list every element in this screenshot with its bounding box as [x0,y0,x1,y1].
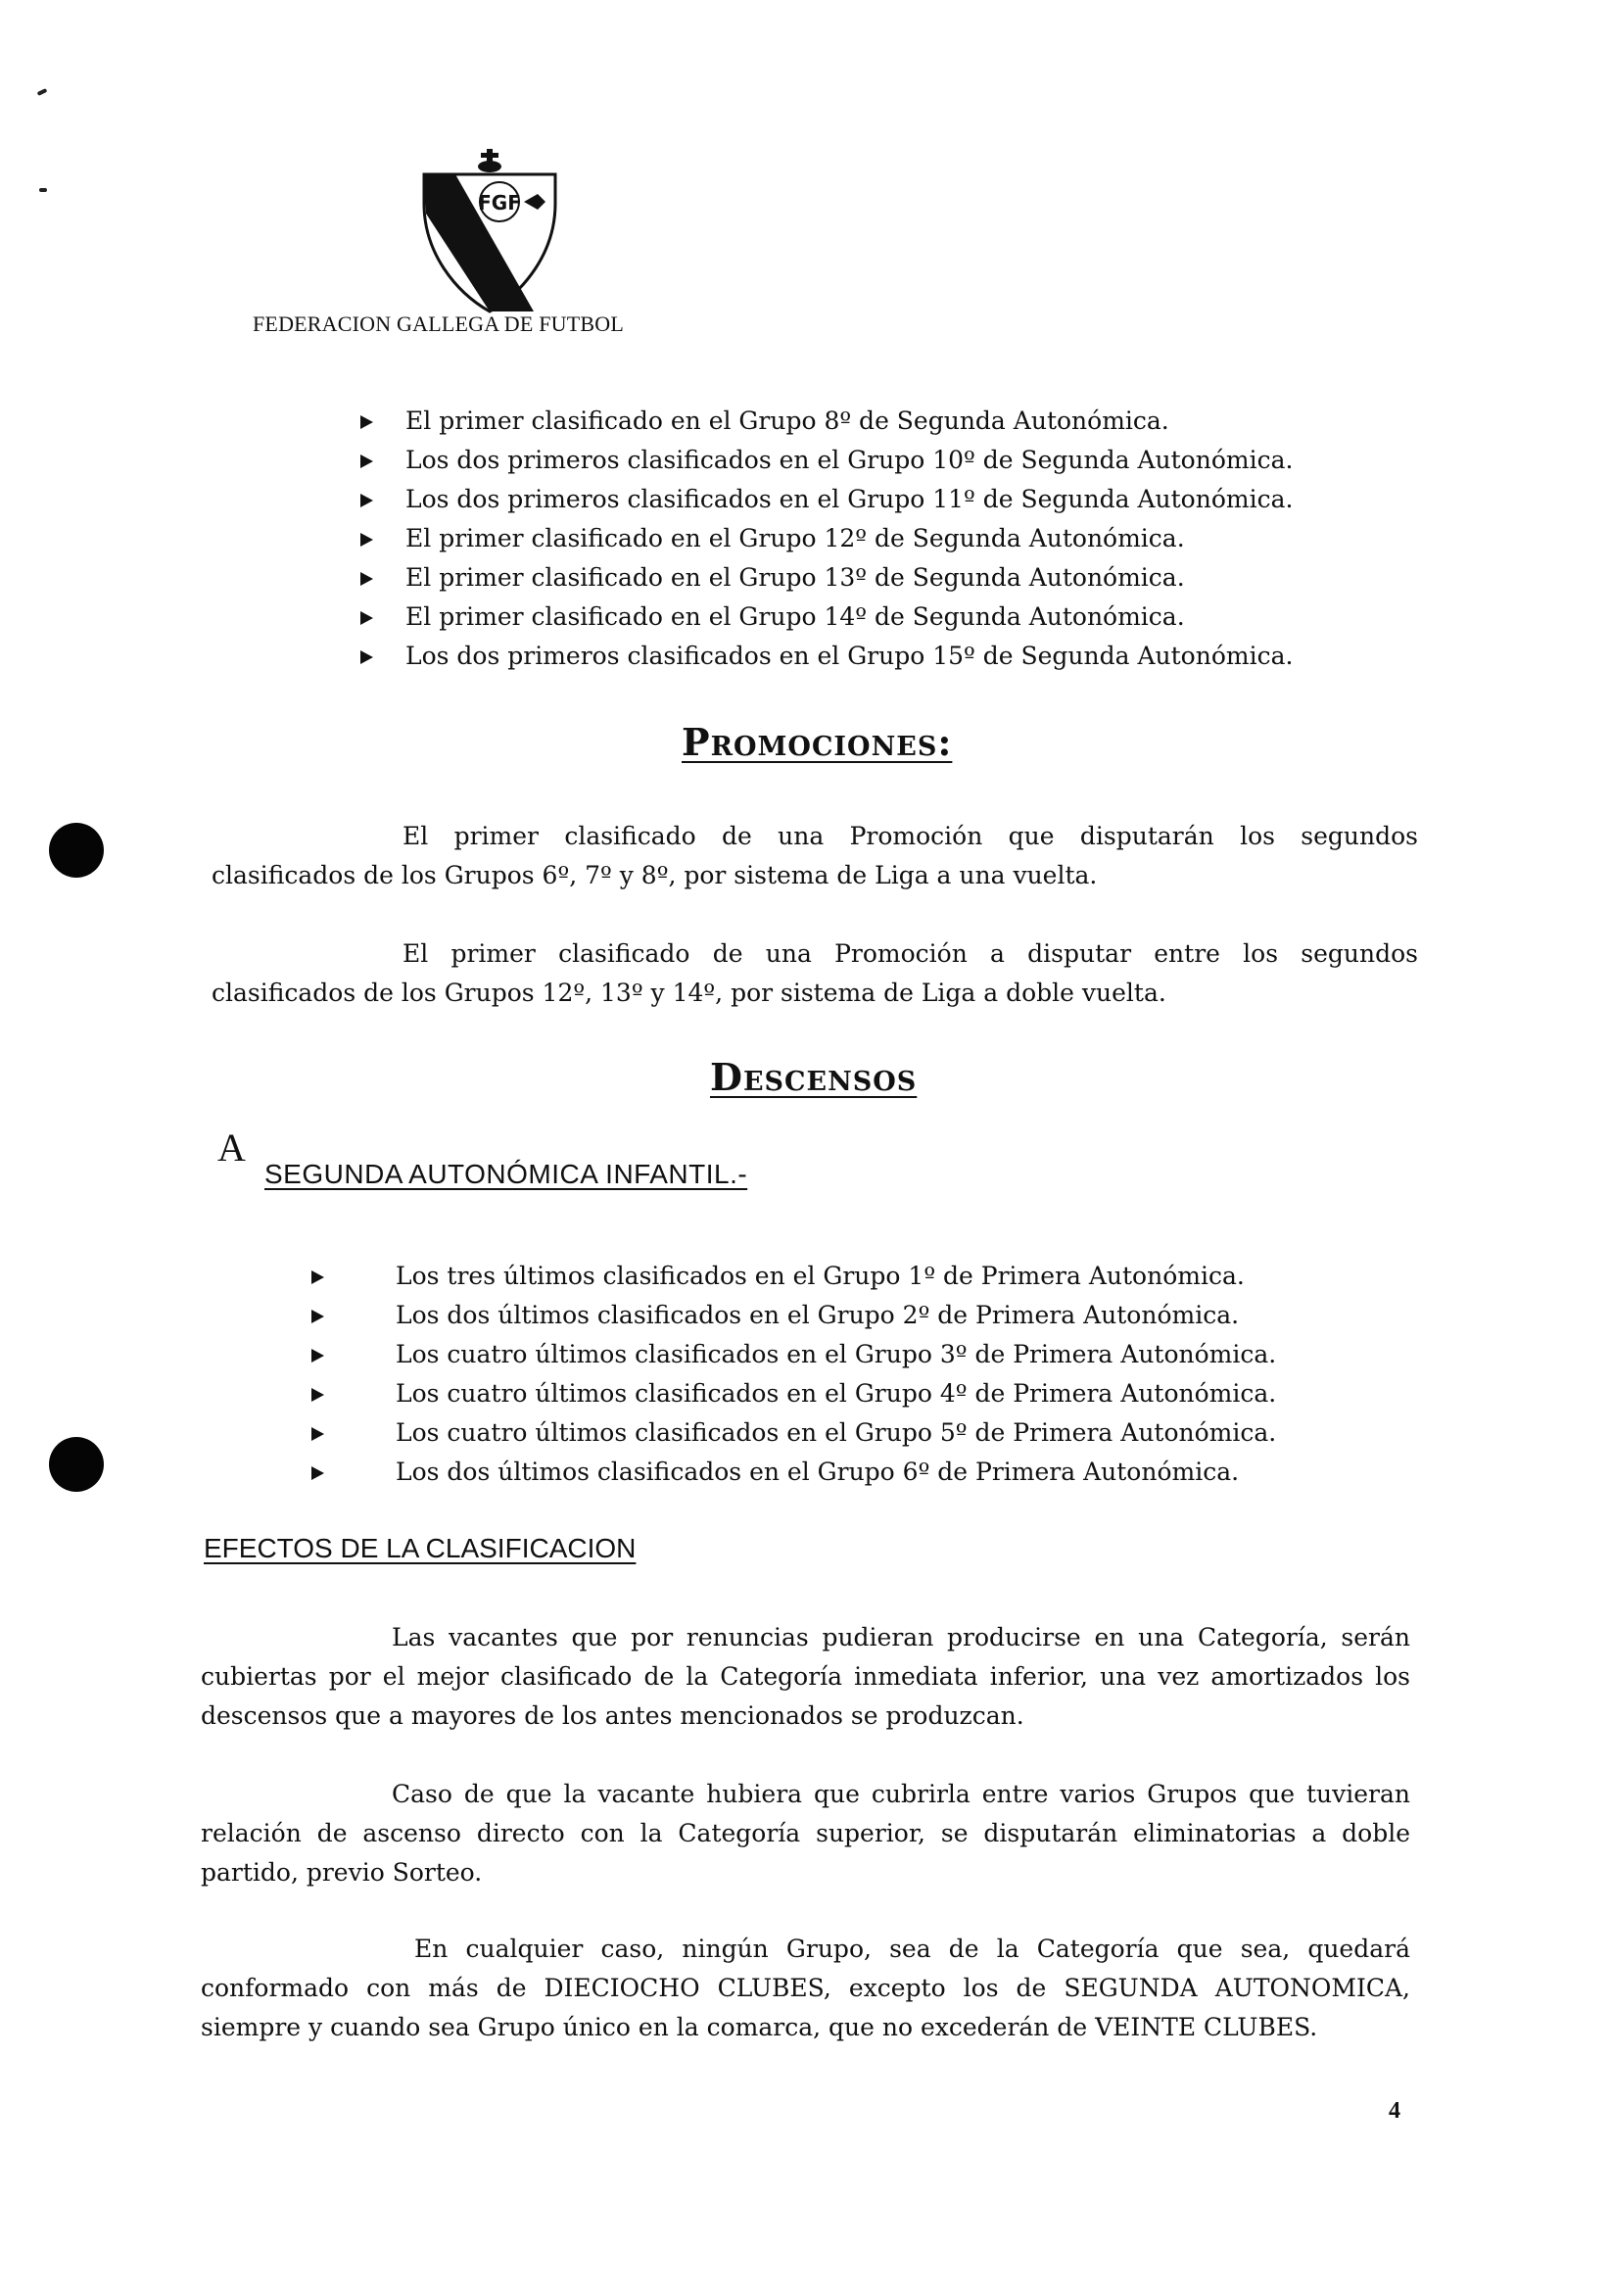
bullet-arrow-icon [311,1310,324,1323]
organization-name: FEDERACION GALLEGA DE FUTBOL [253,311,624,336]
bullet-arrow-icon [311,1427,324,1441]
efectos-heading: EFECTOS DE LA CLASIFICACION [204,1533,637,1563]
page-number: 4 [1389,2098,1400,2124]
bullet-arrow-icon [360,415,373,429]
efectos-paragraph-1: Las vacantes que por renuncias pudieran producirse en una Categoría, serán cubiertas por el mejor clasificado de la Categoría inmediata inferior, una vez amortizados los descensos que a mayores de los antes mencionados se produzcan. [201,1623,1410,1730]
bullet-arrow-icon [311,1270,324,1284]
promociones-paragraph-1: El primer clasificado de una Promoción que disputarán los segundos clasificados de los Grupos 6º, 7º y 8º, por sistema de Liga a una vuelta. [212,822,1418,889]
efectos-paragraph-3: En cualquier caso, ningún Grupo, sea de la Categoría que sea, quedará conformado con más de DIECIOCHO CLUBES, excepto los de SEGUNDA AUTONOMICA, siempre y cuando sea Grupo único en la comarca, que no excederán de VEINTE CLUBES. [201,1935,1410,2041]
bullet-arrow-icon [360,454,373,468]
bullet-arrow-icon [311,1388,324,1402]
descensos-prefix: A [217,1125,246,1170]
bullet-arrow-icon [360,494,373,507]
punch-hole-top [49,823,104,878]
descensos-title: Descensos [710,1055,918,1099]
bullet-arrow-icon [311,1349,324,1363]
efectos-paragraph-2: Caso de que la vacante hubiera que cubrirla entre varios Grupos que tuvieran relación de ascenso directo con la Categoría superior, se disputarán eliminatorias a doble partido, previo Sorteo. [201,1780,1410,1887]
bullet-arrow-icon [360,533,373,547]
punch-hole-bottom [49,1437,104,1492]
scan-speck [37,88,48,96]
bullet-arrow-icon [360,611,373,625]
bullet-arrow-icon [311,1466,324,1480]
document-page: FGF FEDERACION GALLEGA DE FUTBOL El primer clasificado en el Grupo 8º de Segunda Autonómica. Los dos primeros clasificados en el Grupo 10º de Segunda Autonómica. Los dos primeros clasificados en el Grupo 11º de Segunda Autonómica. El primer clasificado en el Grupo 12º de Segunda Autonómica. El primer clasificado en el Grupo 13º de Segunda Autonómica. El primer clasificado en el Grupo 14º de Segunda Autonómica. Los dos primeros clasificados en el Grupo 15º de Segunda Autonómica. Promociones: El primer clasificado de una Promoción que disputarán los segundos clasificados de los Grupos 6º, 7º y 8º, por sistema de Liga a una vuelta. El primer clasificado de una Promoción a disputar entre los segundos clasificados de los Grupos 12º, 13º y 14º, por sistema de Liga a doble vuelta. Descensos A SEGUNDA AUTONÓMICA INFANTIL.- Los tres últimos clasificados en el Grupo 1º de Primera Autonómica. Los dos últimos clasificados en el Grupo 2º de Primera Autonómica. Los cuatro últimos clasificados en el Grupo 3º de Primera Autonómica. Los cuatro últimos clasificados en el Grupo 4º de Primera Autonómica. Los cuatro últimos clasificados en el Grupo 5º de Primera Autonómica. Los dos últimos clasificados en el Grupo 6º de Primera Autonómica. EFECTOS DE LA CLASIFICACION Las vacantes que por renuncias pudieran producirse en una Categoría, serán cubiertas por el mejor clasificado de la Categoría inmediata inferior, una vez amortizados los descensos que a mayores de los antes mencionados se produzcan. Caso de que la vacante hubiera que cubrirla entre varios Grupos que tuvieran relación de ascenso directo con la Categoría superior, se disputarán eliminatorias a doble partido, previo Sorteo. En cualquier caso, ningún Grupo, sea de la Categoría que sea, quedará conformado con más de DIECIOCHO CLUBES, excepto los de SEGUNDA AUTONOMICA, siempre y cuando sea Grupo único en la comarca, que no excederán de VEINTE CLUBES. 4 [0,0,1610,2296]
svg-text:FGF: FGF [478,191,521,215]
bullet-arrow-icon [360,650,373,664]
promociones-paragraph-2: El primer clasificado de una Promoción a disputar entre los segundos clasificados de los Grupos 12º, 13º y 14º, por sistema de Liga a doble vuelta. [212,939,1418,1007]
descensos-subheading: SEGUNDA AUTONÓMICA INFANTIL.- [264,1159,748,1189]
scan-speck [39,188,47,192]
bullet-arrow-icon [360,572,373,586]
promociones-title: Promociones: [682,720,953,764]
crown-cross-icon [478,149,501,172]
federation-shield-logo [416,145,563,316]
